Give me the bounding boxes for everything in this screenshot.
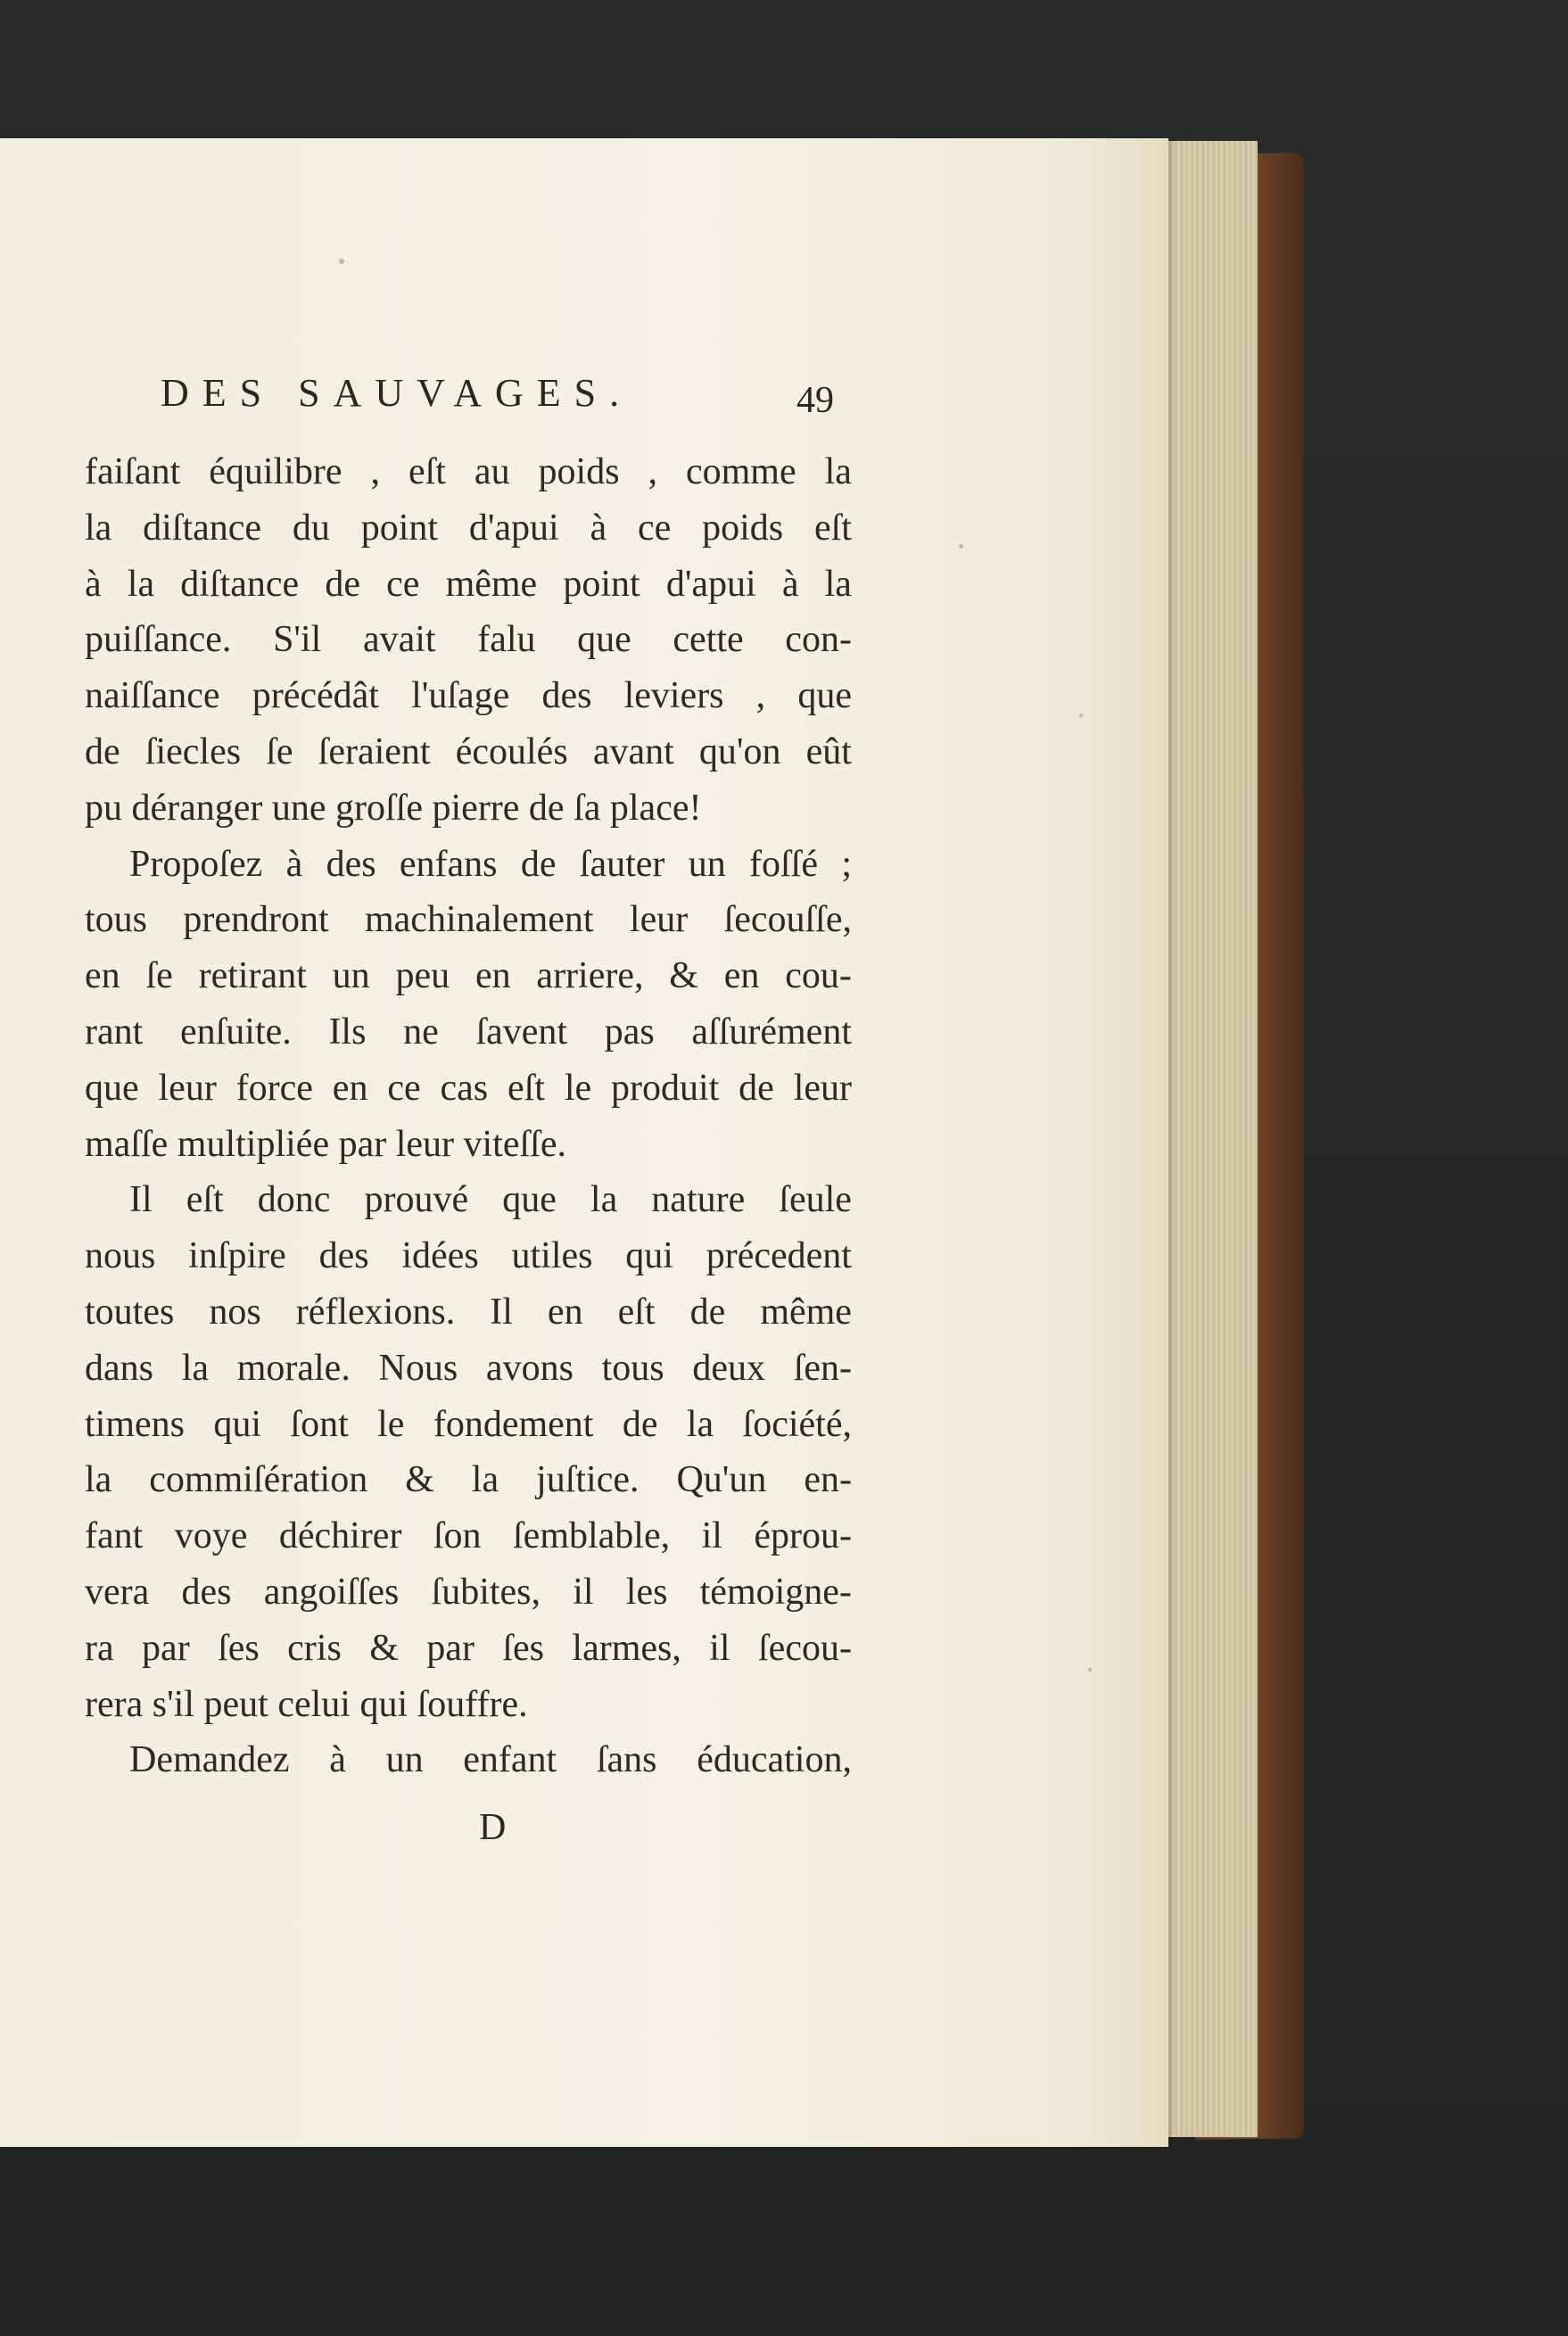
text-line: tous prendront machinalement leur ſecouſſe,	[85, 899, 852, 941]
text-line: timens qui ſont le fondement de la ſociété,	[85, 1403, 852, 1445]
text-line: rera s'il peut celui qui ſouffre.	[85, 1683, 528, 1725]
text-line: ra par ſes cris & par ſes larmes, il ſecou-	[85, 1627, 852, 1669]
text-line: rant enſuite. Ils ne ſavent pas aſſurément	[85, 1011, 852, 1052]
text-line: nous inſpire des idées utiles qui précedent	[85, 1235, 852, 1277]
text-line: maſſe multipliée par leur viteſſe.	[85, 1123, 566, 1165]
text-line: dans la morale. Nous avons tous deux ſen-	[85, 1347, 852, 1389]
paper-speck	[339, 259, 344, 264]
text-line: Propoſez à des enfans de ſauter un foſſé ;	[129, 843, 852, 885]
text-line: fant voye déchirer ſon ſemblable, il éprou-	[85, 1515, 852, 1557]
text-line: Demandez à un enfant ſans éducation,	[129, 1739, 852, 1781]
text-line: faiſant équilibre , eſt au poids , comme la	[85, 451, 852, 492]
text-line: la commiſération & la juſtice. Qu'un en-	[85, 1459, 852, 1501]
page-fore-edge	[1156, 141, 1258, 2137]
text-line: vera des angoiſſes ſubites, il les témoigne-	[85, 1571, 852, 1613]
paper-speck	[1079, 714, 1083, 717]
page-number: 49	[796, 380, 834, 421]
text-line: de ſiecles ſe ſeraient écoulés avant qu'on eût	[85, 731, 852, 772]
text-line: puiſſance. S'il avait falu que cette con-	[85, 619, 852, 661]
paper-speck	[959, 544, 963, 549]
body-text	[85, 444, 852, 1788]
text-line: la diſtance du point d'apui à ce poids eſt	[85, 507, 852, 549]
text-line: que leur force en ce cas eſt le produit de leur	[85, 1067, 852, 1109]
text-line: à la diſtance de ce même point d'apui à la	[85, 563, 852, 605]
text-line: Il eſt donc prouvé que la nature ſeule	[129, 1179, 852, 1221]
running-head: DES SAUVAGES.	[161, 371, 633, 415]
text-line: pu déranger une groſſe pierre de ſa place!	[85, 787, 702, 829]
text-line: toutes nos réflexions. Il en eſt de même	[85, 1291, 852, 1333]
text-line: naiſſance précédât l'uſage des leviers , que	[85, 675, 852, 717]
signature-mark: D	[479, 1807, 507, 1848]
text-line: en ſe retirant un peu en arriere, & en cou-	[85, 955, 852, 997]
paper-speck	[1088, 1668, 1092, 1672]
